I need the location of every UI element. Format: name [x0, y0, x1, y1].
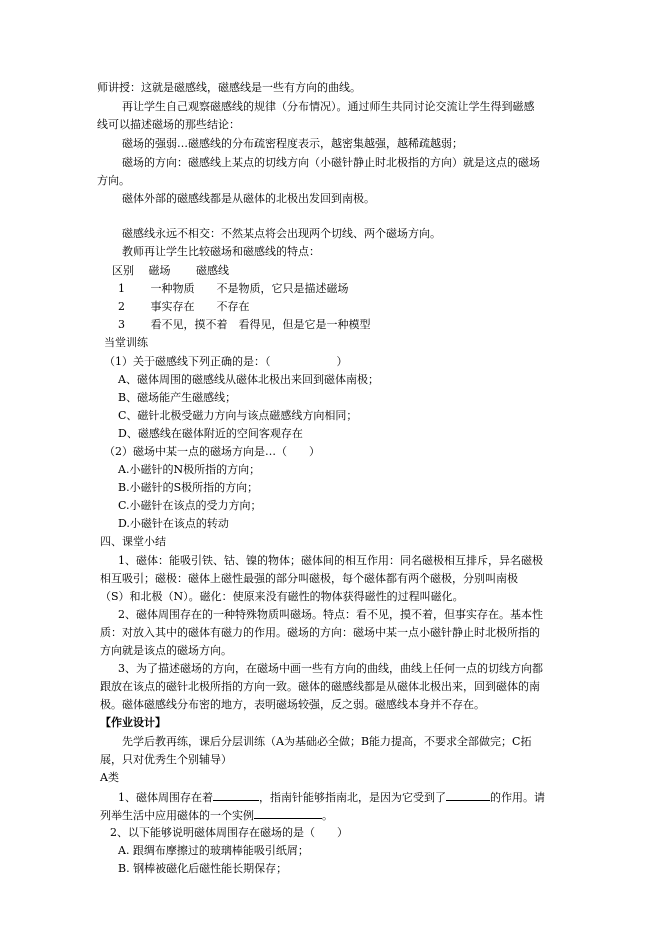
text-line: 方向。 — [97, 174, 130, 187]
question-1-text-c: 的作用。请 — [490, 791, 545, 804]
text-line: A、磁体周围的磁感线从磁体北极出来回到磁体南极； — [118, 373, 379, 386]
text-line: （2）磁场中某一点的磁场方向是…（ ） — [104, 445, 320, 458]
question-1-text-e: 。 — [322, 809, 333, 822]
text-line: 1、磁体：能吸引铁、钴、镍的物体；磁体间的相互作用：同名磁极相互排斥，异名磁极 — [118, 554, 543, 567]
text-line: A类 — [100, 771, 119, 784]
text-line: （1）关于磁感线下列正确的是：（ ） — [104, 355, 348, 368]
text-line: （S）和北极（N）。磁化：使原来没有磁性的物体获得磁性的过程叫磁化。 — [100, 590, 464, 603]
text-line: 3、为了描述磁场的方向，在磁场中画一些有方向的曲线，曲线上任何一点的切线方向都 — [118, 662, 543, 675]
text-line: 再让学生自己观察磁感线的规律（分布情况）。通过师生共同讨论交流让学生得到磁感 — [122, 100, 535, 113]
text-line: 1 一种物质 不是物质，它只是描述磁场 — [118, 282, 349, 295]
text-line: 线可以描述磁场的那些结论： — [97, 118, 240, 131]
question-1-line-2 — [100, 806, 333, 825]
text-line: 方向就是该点的磁场方向。 — [100, 644, 232, 657]
text-line: 磁体外部的磁感线都是从磁体的北极出发回到南极。 — [122, 192, 375, 205]
text-line: C.小磁针在该点的受力方向； — [118, 499, 262, 512]
text-line: 教师再让学生比较磁场和磁感线的特点： — [122, 245, 320, 258]
text-line: 当堂训练 — [104, 336, 148, 349]
text-line: 区别 磁场 磁感线 — [112, 264, 229, 277]
text-line: 师讲授：这就是磁感线，磁感线是一些有方向的曲线。 — [97, 81, 361, 94]
text-line: 磁场的强弱…磁感线的分布疏密程度表示，越密集越强，越稀疏越弱； — [122, 137, 463, 150]
question-1-line-1 — [118, 788, 545, 807]
text-line: 质：对放入其中的磁体有磁力的作用。磁场的方向：磁场中某一点小磁针静止时北极所指的 — [100, 626, 540, 639]
answer-blank-3 — [254, 806, 322, 819]
text-line: 四、课堂小结 — [100, 535, 166, 548]
text-line: 先学后教再练，课后分层训练（A为基础必全做；B能力提高，不要求全部做完；C拓 — [122, 735, 532, 748]
question-2-stem: 2、以下能够说明磁体周围存在磁场的是（ ） — [110, 826, 348, 839]
text-line: 磁场的方向：磁感线上某点的切线方向（小磁针静止时北极指的方向）就是这点的磁场 — [122, 156, 540, 169]
text-line: 3 看不见，摸不着 看得见，但是它是一种模型 — [118, 318, 371, 331]
text-line: B.小磁针的S极所指的方向； — [118, 481, 259, 494]
text-line: 跟放在该点的磁针北极所指的方向一致。磁体的磁感线都是从磁体北极出来，回到磁体的南 — [100, 680, 540, 693]
text-line: 磁感线永远不相交：不然某点将会出现两个切线、两个磁场方向。 — [122, 227, 441, 240]
text-line: B、磁场能产生磁感线； — [118, 391, 237, 404]
question-2-option-a: A. 跟绸布摩擦过的玻璃棒能吸引纸屑； — [118, 844, 309, 857]
question-1-text-a: 1、磁体周围存在着 — [118, 791, 213, 804]
question-1-text-d: 列举生活中应用磁体的一个实例 — [100, 809, 254, 822]
text-line: 相互吸引；磁极：磁体上磁性最强的部分叫磁极，每个磁体都有两个磁极，分别叫南极 — [100, 572, 518, 585]
question-1-text-b: ，指南针能够指南北，是因为它受到了 — [259, 791, 446, 804]
text-line: C、磁针北极受磁力方向与该点磁感线方向相同； — [118, 409, 358, 422]
answer-blank-1 — [213, 788, 259, 801]
text-line: D、磁感线在磁体附近的空间客观存在 — [118, 427, 303, 440]
text-line: D.小磁针在该点的转动 — [118, 517, 229, 530]
text-line: 极。磁体磁感线分布密的地方，表明磁场较强，反之弱。磁感线本身并不存在。 — [100, 698, 485, 711]
question-2-option-b: B. 钢棒被磁化后磁性能长期保存； — [118, 862, 288, 875]
answer-blank-2 — [446, 788, 490, 801]
text-line: 展，只对优秀生个别辅导） — [100, 753, 232, 766]
text-line: 【作业设计】 — [100, 716, 166, 729]
text-line: 2 事实存在 不存在 — [118, 300, 250, 313]
text-line: A.小磁针的N极所指的方向； — [118, 463, 261, 476]
text-line: 2、磁体周围存在的一种特殊物质叫磁场。特点：看不见，摸不着，但事实存在。基本性 — [118, 608, 543, 621]
